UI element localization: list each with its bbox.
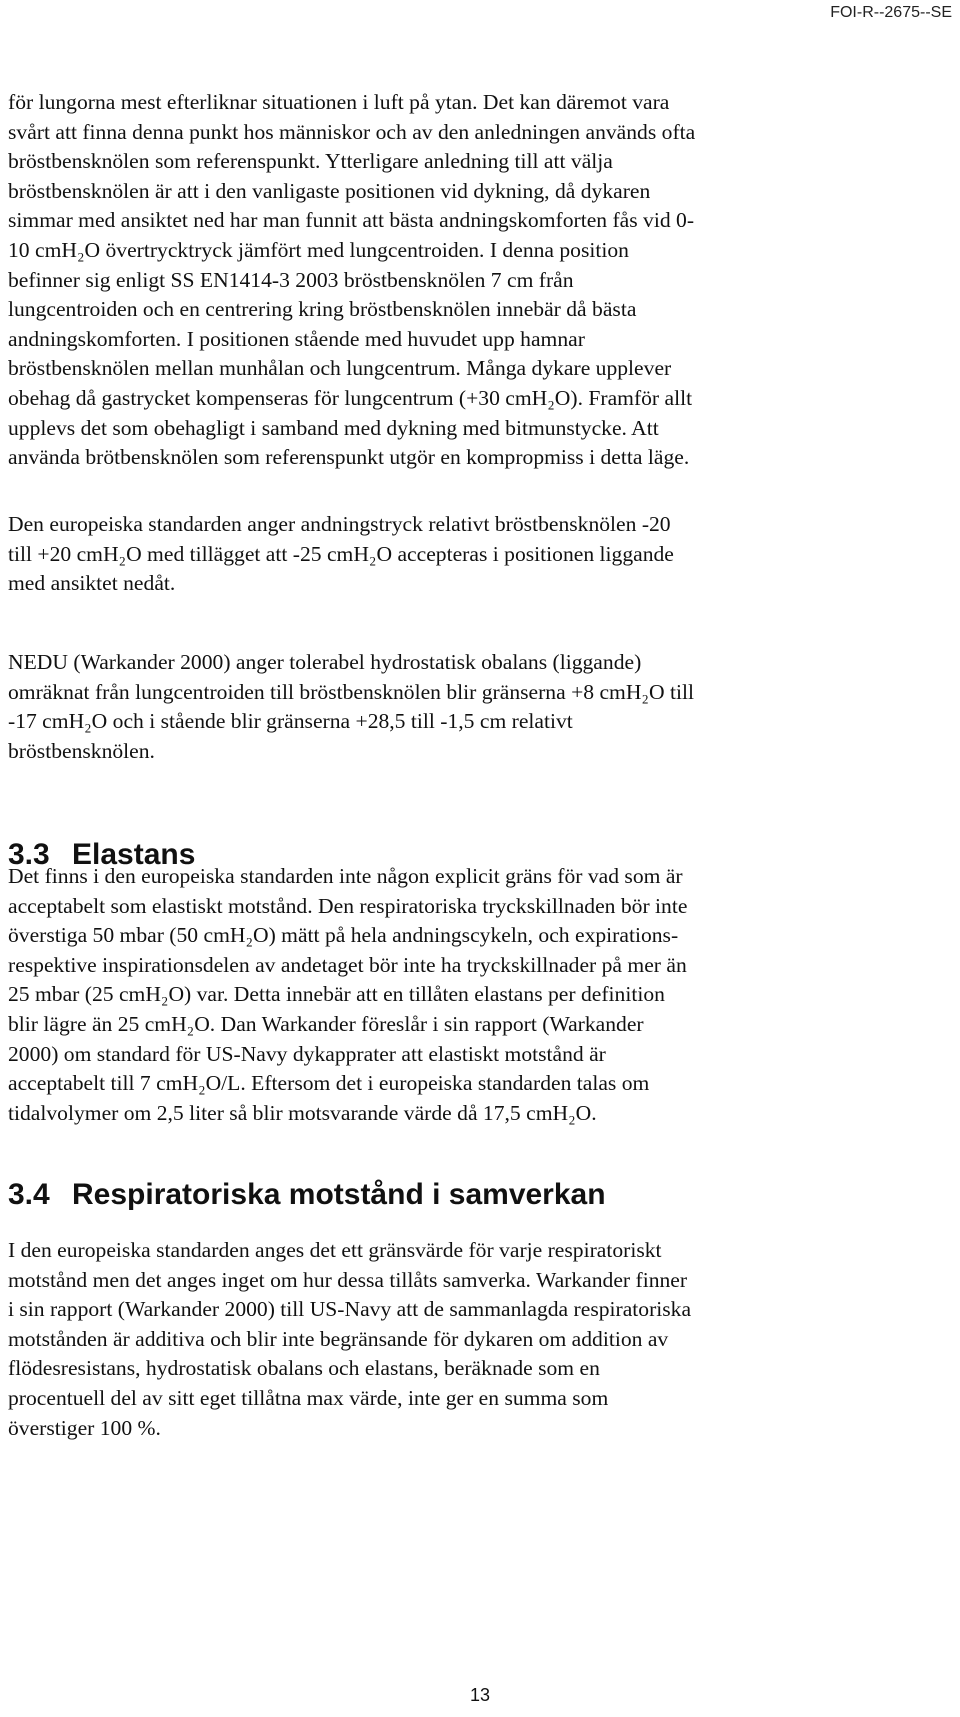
text-line: -17 cmH₂O och i stående blir gränserna +28,5 till -1,5 cm relativt <box>8 709 573 734</box>
text-line: acceptabelt till 7 cmH₂O/L. Eftersom det i europeiska standarden talas om <box>8 1071 650 1096</box>
section-title: Elastans <box>72 838 196 871</box>
text-line: bröstbensknölen mellan munhålan och lungcentrum. Många dykare upplever <box>8 356 672 381</box>
text-line: upplevs det som obehagligt i samband med dykning med bitmunstycke. Att <box>8 415 659 440</box>
text-line: 10 cmH₂O övertrycktryck jämfört med lungcentroiden. I denna position <box>8 237 629 262</box>
text-line: i sin rapport (Warkander 2000) till US-Navy att de sammanlagda respiratoriska <box>8 1297 692 1322</box>
text-line: bröstbensknölen. <box>8 738 155 763</box>
text-line: bröstbensknölen som referenspunkt. Ytterligare anledning till att välja <box>8 149 613 174</box>
paragraph-reference-point <box>8 88 868 473</box>
text-line: motstånd men det anges inget om hur dessa tillåts samverka. Warkander finner <box>8 1267 688 1292</box>
text-line: överstiger 100 %. <box>8 1415 161 1440</box>
text-line: befinner sig enligt SS EN1414-3 2003 bröstbensknölen 7 cm från <box>8 267 574 292</box>
text-line: motstånden är additiva och blir inte begränsande för dykaren om addition av <box>8 1326 669 1351</box>
text-line: svårt att finna denna punkt hos människor och av den anledningen används ofta <box>8 119 696 144</box>
section-number: 3.4 <box>8 1178 50 1211</box>
section-number: 3.3 <box>8 838 50 871</box>
text-line: respektive inspirationsdelen av andetaget bör inte ha tryckskillnader på mer än <box>8 952 687 977</box>
paragraph-nedu <box>8 648 868 766</box>
page-number: 13 <box>469 1685 491 1705</box>
text-line: lungcentroiden och en centrering kring bröstbensknölen innebär då bästa <box>8 297 637 322</box>
text-line: för lungorna mest efterliknar situationen i luft på ytan. Det kan däremot vara <box>8 90 670 114</box>
text-line: bröstbensknölen är att i den vanligaste positionen vid dykning, då dykaren <box>8 178 651 203</box>
text-line: 2000) om standard för US-Navy dykapprater att elastiskt motstånd är <box>8 1041 606 1066</box>
text-line: andningskomforten. I positionen stående med huvudet upp hamnar <box>8 326 585 351</box>
text-line: simmar med ansiktet ned har man funnit att bästa andningskomforten fås vid 0- <box>8 208 695 233</box>
text-line: överstiga 50 mbar (50 cmH₂O) mätt på hela andningscykeln, och expirations- <box>8 923 679 948</box>
text-line: till +20 cmH₂O med tillägget att -25 cmH₂O accepteras i positionen liggande <box>8 541 674 566</box>
text-line: använda brötbensknölen som referenspunkt utgör en kompropmiss i detta läge. <box>8 445 690 470</box>
section-heading-respiratoriska-motstand <box>8 1178 606 1212</box>
text-line: 25 mbar (25 cmH₂O) var. Detta innebär att en tillåten elastans per definition <box>8 982 665 1007</box>
section-title: Respiratoriska motstånd i samverkan <box>72 1178 606 1211</box>
text-line: NEDU (Warkander 2000) anger tolerabel hydrostatisk obalans (liggande) <box>8 650 642 674</box>
text-line: acceptabelt som elastiskt motstånd. Den respiratoriska tryckskillnaden bör inte <box>8 893 688 918</box>
text-line: obehag då gastrycket kompenseras för lungcentrum (+30 cmH₂O). Framför allt <box>8 385 693 410</box>
paragraph-samverkan <box>8 1236 868 1443</box>
text-line: Det finns i den europeiska standarden inte någon explicit gräns för vad som är <box>8 864 683 888</box>
paragraph-european-standard <box>8 510 868 599</box>
text-line: omräknat från lungcentroiden till bröstbensknölen blir gränserna +8 cmH₂O till <box>8 679 694 704</box>
paragraph-elastans <box>8 862 868 1128</box>
text-line: I den europeiska standarden anges det ett gränsvärde för varje respiratoriskt <box>8 1238 662 1262</box>
text-line: tidalvolymer om 2,5 liter så blir motsvarande värde då 17,5 cmH₂O. <box>8 1100 597 1125</box>
text-line: flödesresistans, hydrostatisk obalans och elastans, beräknade som en <box>8 1356 600 1381</box>
text-line: med ansiktet nedåt. <box>8 571 176 596</box>
text-line: procentuell del av sitt eget tillåtna max värde, inte ger en summa som <box>8 1385 609 1410</box>
text-line: blir lägre än 25 cmH₂O. Dan Warkander föreslår i sin rapport (Warkander <box>8 1011 644 1036</box>
text-line: Den europeiska standarden anger andningstryck relativt bröstbensknölen -20 <box>8 512 671 536</box>
document-id: FOI-R--2675--SE <box>830 4 952 21</box>
